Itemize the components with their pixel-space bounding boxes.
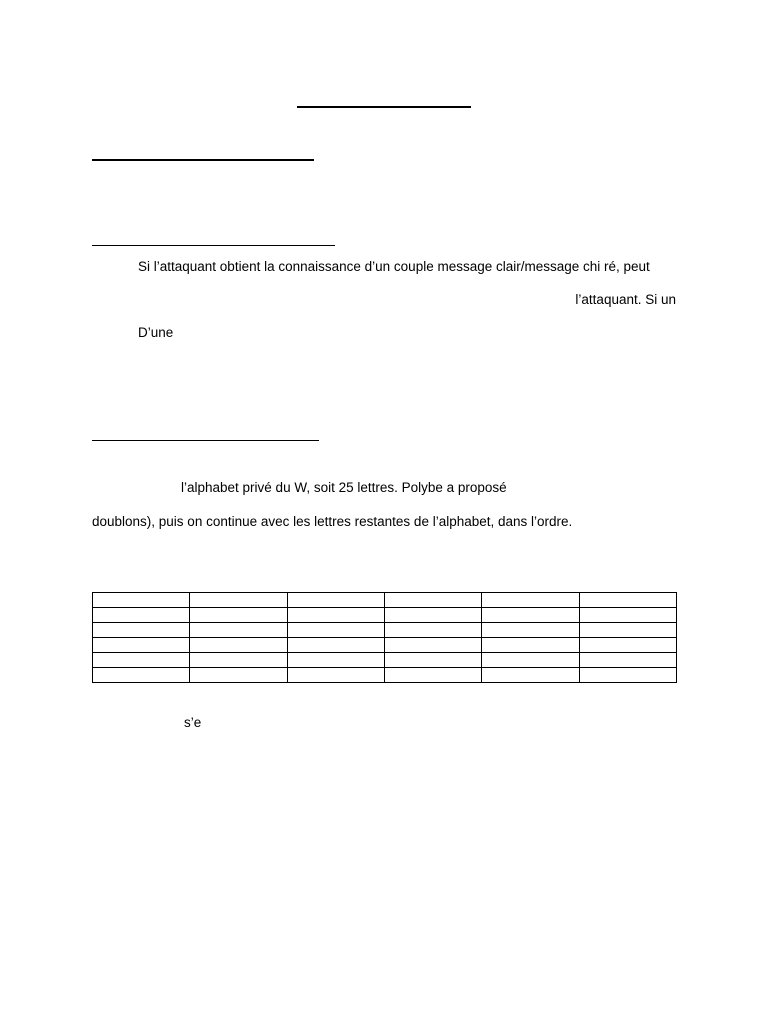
table-cell [579, 653, 676, 668]
table-cell [579, 668, 676, 683]
table-cell [93, 608, 190, 623]
table-row [93, 638, 677, 653]
table-cell [93, 653, 190, 668]
table-cell [482, 668, 579, 683]
paragraph-1-line-1: Si l’attaquant obtient la connaissance d’un couple message clair/message chi ré, peut [138, 259, 650, 274]
table-cell [93, 593, 190, 608]
table-row [93, 593, 677, 608]
paragraph-2-line-1: l’alphabet privé du W, soit 25 lettres. Polybe a proposé [181, 480, 507, 495]
table-cell [482, 593, 579, 608]
table-cell [190, 608, 287, 623]
table-cell [579, 608, 676, 623]
table-cell [287, 653, 384, 668]
table-cell [93, 638, 190, 653]
paragraph-1-line-2: l’attaquant. Si un [575, 292, 676, 307]
table-row [93, 623, 677, 638]
table-cell [482, 638, 579, 653]
table-cell [384, 608, 481, 623]
title-underline [297, 106, 471, 108]
table-cell [482, 653, 579, 668]
table-cell [384, 668, 481, 683]
table-cell [287, 608, 384, 623]
table-cell [579, 593, 676, 608]
table-cell [190, 653, 287, 668]
table-cell [579, 623, 676, 638]
section-heading-underline-2 [92, 245, 335, 246]
table-cell [579, 638, 676, 653]
table-row [93, 608, 677, 623]
table-cell [287, 668, 384, 683]
table-row [93, 668, 677, 683]
table-cell [384, 623, 481, 638]
table-cell [287, 593, 384, 608]
polybius-square-table [92, 592, 677, 683]
section-heading-underline-3 [92, 440, 319, 441]
paragraph-1-line-3: D’une [138, 325, 174, 340]
table-cell [384, 593, 481, 608]
table-cell [93, 668, 190, 683]
table-cell [384, 638, 481, 653]
table-cell [190, 668, 287, 683]
table-cell [287, 638, 384, 653]
table-cell [482, 623, 579, 638]
section-heading-underline-1 [92, 159, 314, 161]
table-cell [93, 623, 190, 638]
table-cell [287, 623, 384, 638]
table-cell [190, 623, 287, 638]
table-cell [190, 638, 287, 653]
paragraph-3-line-1: s’e [184, 715, 202, 730]
table-cell [482, 608, 579, 623]
paragraph-2-line-2: doublons), puis on continue avec les lettres restantes de l’alphabet, dans l’ordre. [92, 514, 573, 529]
table-cell [384, 653, 481, 668]
table-cell [190, 593, 287, 608]
table-row [93, 653, 677, 668]
